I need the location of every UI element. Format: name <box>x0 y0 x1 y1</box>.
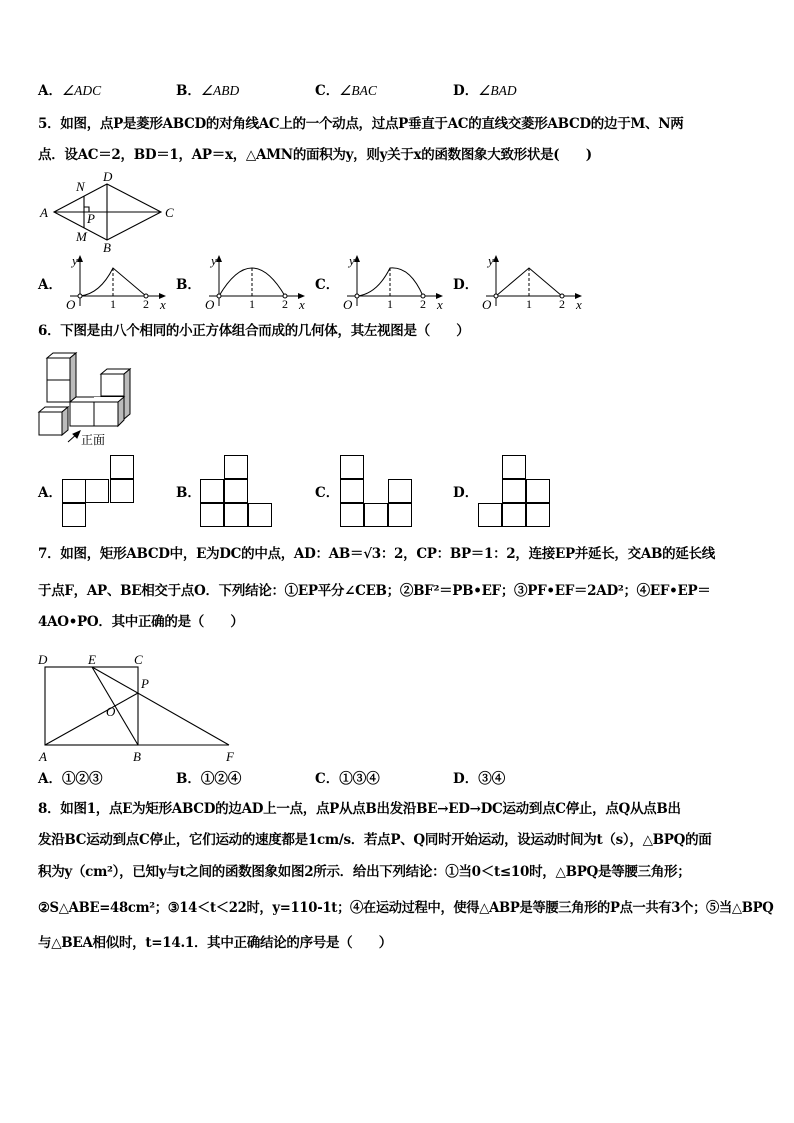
label-d: D <box>38 652 48 667</box>
option-value: ③④ <box>478 771 506 787</box>
q5-option-c: C． <box>315 277 340 293</box>
option-letter: B． <box>176 83 201 99</box>
option-value: ∠ABD <box>200 83 240 98</box>
origin-label: O <box>343 297 353 312</box>
option-letter: C． <box>315 771 340 787</box>
option-value: ①②④ <box>200 771 242 787</box>
q7-option-d <box>453 770 505 788</box>
label-b: B <box>133 749 141 764</box>
label-e: E <box>88 652 96 667</box>
label-o: O <box>106 704 116 719</box>
q7-option-c <box>315 770 380 788</box>
rectangle-abcd <box>45 667 138 745</box>
q7-text-line-3: 4AO•PO．其中正确的是（ ） <box>38 614 244 630</box>
tick-2: 2 <box>420 297 426 311</box>
option-value: ①②③ <box>61 771 103 787</box>
q5-option-a: A． <box>38 277 62 293</box>
label-m: M <box>76 229 87 244</box>
option-value: ∠BAD <box>478 83 517 98</box>
q8-text-line-1: 8．如图1，点E为矩形ABCD的边AD上一点，点P从点B出发沿BE→ED→DC运动到点C停止，点Q从点B出 <box>38 801 681 817</box>
option-letter: A． <box>38 83 62 99</box>
q6-option-c: C． <box>315 485 340 501</box>
axis-label-y: y <box>72 253 78 268</box>
label-b: B <box>103 240 111 255</box>
tick-2: 2 <box>143 297 149 311</box>
segment-ap <box>45 693 138 745</box>
option-letter: D． <box>453 83 479 99</box>
axis-label-y: y <box>211 253 217 268</box>
q5-option-d: D． <box>453 277 479 293</box>
label-c: C <box>134 652 143 667</box>
tick-1: 1 <box>526 297 532 311</box>
label-a: A <box>39 749 47 764</box>
q8-text-line-4: ②S△ABE=48cm²；③14＜t＜22时，y=110-1t；④在运动过程中，使得△ABP是等腰三角形的P点一共有3个；⑤当△BPQ <box>38 900 774 916</box>
q8-text-line-3: 积为y（cm²），已知y与t之间的函数图象如图2所示．给出下列结论：①当0＜t≤10时，△BPQ是等腰三角形； <box>38 864 691 880</box>
front-label: 正面 <box>81 433 106 447</box>
q7-text-line-2: 于点F，AP、BE相交于点O．下列结论：①EP平分∠CEB；②BF²＝PB•EF；③PF•EF＝2AD²；④EF•EP＝ <box>38 583 711 599</box>
tick-2: 2 <box>282 297 288 311</box>
tick-2: 2 <box>559 297 565 311</box>
option-letter: B． <box>176 771 201 787</box>
q7-option-a <box>38 770 102 788</box>
q5-option-b: B． <box>176 277 201 293</box>
option-value: ∠ADC <box>61 83 102 98</box>
label-f: F <box>226 749 234 764</box>
axis-label-x: x <box>576 297 582 312</box>
label-a: A <box>40 205 48 220</box>
origin-label: O <box>66 297 76 312</box>
tick-1: 1 <box>387 297 393 311</box>
label-d: D <box>103 169 113 184</box>
q6-option-d: D． <box>453 485 479 501</box>
option-value: ∠BAC <box>339 83 377 98</box>
option-letter: A． <box>38 771 62 787</box>
q8-text-line-2: 发沿BC运动到点C停止，它们运动的速度都是1cm/s．若点P、Q同时开始运动，设运动时间为t（s），△BPQ的面 <box>38 832 712 848</box>
option-letter: C． <box>315 83 340 99</box>
axis-label-y: y <box>349 253 355 268</box>
q5-text-line-2: 点．设AC＝2，BD＝1，AP＝x，△AMN的面积为y，则y关于x的函数图象大致形状是( ) <box>38 147 592 163</box>
origin-label: O <box>205 297 215 312</box>
q5-text-line-1: 5．如图，点P是菱形ABCD的对角线AC上的一个动点，过点P垂直于AC的直线交菱形ABCD的边于M、N两 <box>38 116 684 132</box>
q6-title: 6．下图是由八个相同的小正方体组合而成的几何体，其左视图是（ ） <box>38 323 470 339</box>
label-c: C <box>165 205 174 220</box>
option-letter: D． <box>453 771 479 787</box>
axis-label-y: y <box>488 253 494 268</box>
tick-1: 1 <box>110 297 116 311</box>
q7-text-line-1: 7．如图，矩形ABCD中，E为DC的中点，AD：AB＝√3：2，CP：BP＝1：2，连接EP并延长，交AB的延长线 <box>38 546 715 562</box>
tick-1: 1 <box>249 297 255 311</box>
q6-option-b: B． <box>176 485 201 501</box>
label-p: P <box>141 676 149 691</box>
label-n: N <box>76 179 85 194</box>
q7-option-b <box>176 770 241 788</box>
axis-label-x: x <box>299 297 305 312</box>
axis-label-x: x <box>437 297 443 312</box>
q8-text-line-5: 与△BEA相似时，t=14.1．其中正确结论的序号是（ ） <box>38 935 392 951</box>
axis-label-x: x <box>160 297 166 312</box>
q6-option-a: A． <box>38 485 62 501</box>
origin-label: O <box>482 297 492 312</box>
label-p: P <box>87 211 95 226</box>
option-value: ①③④ <box>339 771 380 787</box>
